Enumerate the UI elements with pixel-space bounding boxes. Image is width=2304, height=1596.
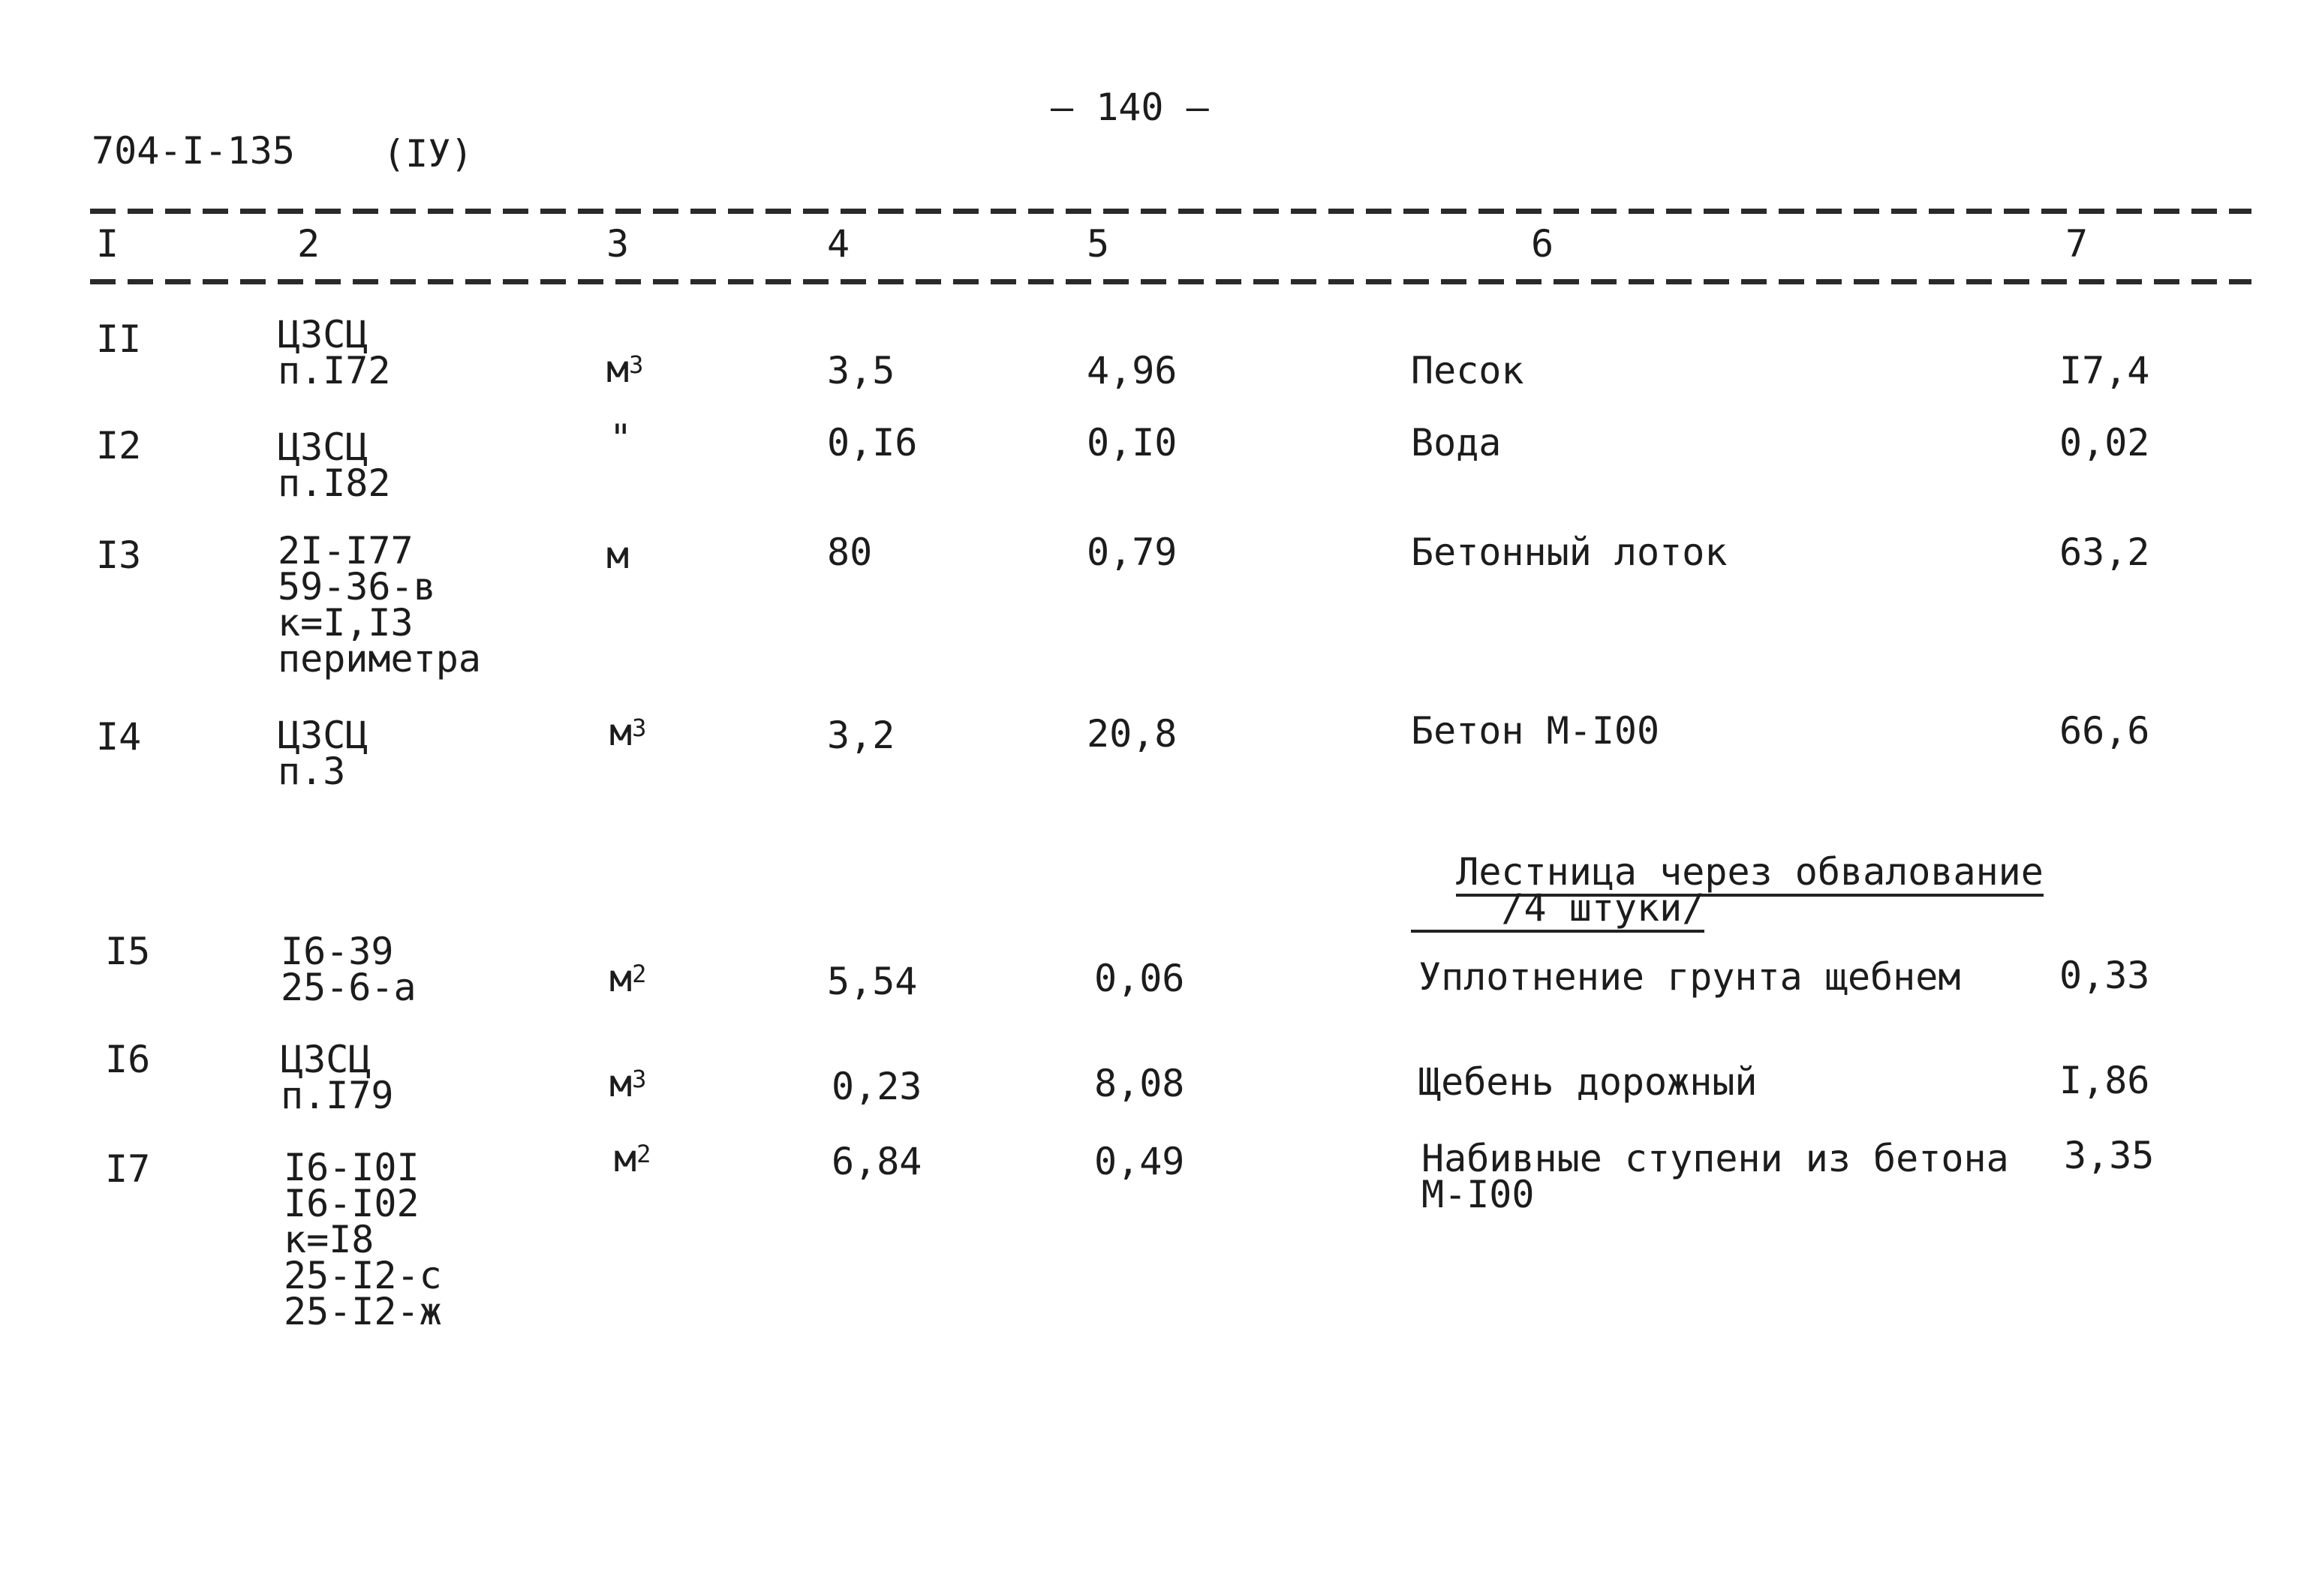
row-number: I6 [105, 1038, 151, 1081]
row-reference: ЦЗСЦ п.3 [278, 714, 368, 793]
row-unit: " [609, 416, 633, 460]
row-total: 3,35 [2064, 1134, 2155, 1177]
row-rate: 20,8 [1087, 712, 1178, 756]
row-name: Бетон М-I00 [1411, 709, 1660, 753]
column-header-5: 5 [1087, 222, 1110, 266]
row-reference: I6-I0I I6-I02 к=I8 25-I2-с 25-I2-ж [284, 1146, 442, 1333]
row-number: I4 [96, 715, 142, 759]
row-total: 0,02 [2059, 421, 2150, 464]
row-unit: $м^3$ [609, 711, 647, 754]
row-name: Песок [1411, 349, 1524, 392]
column-header-6: 6 [1531, 222, 1554, 266]
row-unit: $м^3$ [609, 1062, 647, 1105]
row-number: II [96, 317, 142, 361]
row-quantity: 80 [827, 530, 873, 574]
document-part: (IУ) [383, 132, 474, 176]
row-quantity: 3,5 [827, 349, 895, 392]
row-number: I3 [96, 534, 142, 577]
row-name: Бетонный лоток [1411, 530, 1728, 574]
header-rule-bottom [90, 279, 2251, 284]
row-number: I2 [96, 424, 142, 467]
row-reference: ЦЗСЦ п.I72 [278, 313, 391, 392]
row-quantity: 3,2 [827, 714, 895, 757]
document-code: 704-I-135 [92, 129, 295, 173]
row-rate: 4,96 [1087, 349, 1178, 392]
row-quantity: 0,23 [832, 1065, 922, 1108]
row-total: 63,2 [2059, 530, 2150, 574]
row-number: I7 [105, 1147, 151, 1191]
section-heading: Лестница через обвалование /4 штуки/ [1411, 818, 2044, 926]
row-rate: 0,I0 [1087, 421, 1178, 464]
row-reference: 2I-I77 59-36-в к=I,I3 периметра [278, 529, 481, 681]
column-header-7: 7 [2065, 222, 2089, 266]
row-total: 0,33 [2059, 954, 2150, 997]
page-number: — 140 — [1051, 86, 1209, 129]
row-number: I5 [105, 930, 151, 973]
row-rate: 0,79 [1087, 530, 1178, 574]
column-header-4: 4 [827, 222, 850, 266]
row-quantity: 5,54 [827, 960, 918, 1003]
row-reference: ЦЗСЦ п.I82 [278, 425, 391, 505]
row-total: I7,4 [2059, 349, 2150, 392]
row-name: Щебень дорожный [1418, 1060, 1758, 1104]
row-reference: I6-39 25-6-а [281, 930, 417, 1009]
row-rate: 8,08 [1094, 1062, 1185, 1105]
column-header-1: I [96, 222, 119, 266]
row-unit: $м^3$ [606, 347, 644, 391]
row-unit: м [606, 534, 630, 577]
row-name: Вода [1411, 421, 1502, 464]
row-name: Набивные ступени из бетона М-I00 [1421, 1137, 2009, 1216]
row-rate: 0,06 [1094, 957, 1185, 1000]
column-header-3: 3 [606, 222, 630, 266]
row-total: I,86 [2059, 1059, 2150, 1102]
row-unit: $м^2$ [609, 957, 647, 1000]
row-quantity: 0,I6 [827, 421, 918, 464]
header-rule-top [90, 209, 2251, 214]
row-reference: ЦЗСЦ п.I79 [281, 1038, 394, 1117]
row-rate: 0,49 [1094, 1140, 1185, 1183]
row-quantity: 6,84 [832, 1140, 922, 1183]
column-header-2: 2 [297, 222, 320, 266]
row-unit: $м^2$ [614, 1137, 651, 1180]
row-name: Уплотнение грунта щебнем [1418, 955, 1961, 999]
row-total: 66,6 [2059, 709, 2150, 753]
